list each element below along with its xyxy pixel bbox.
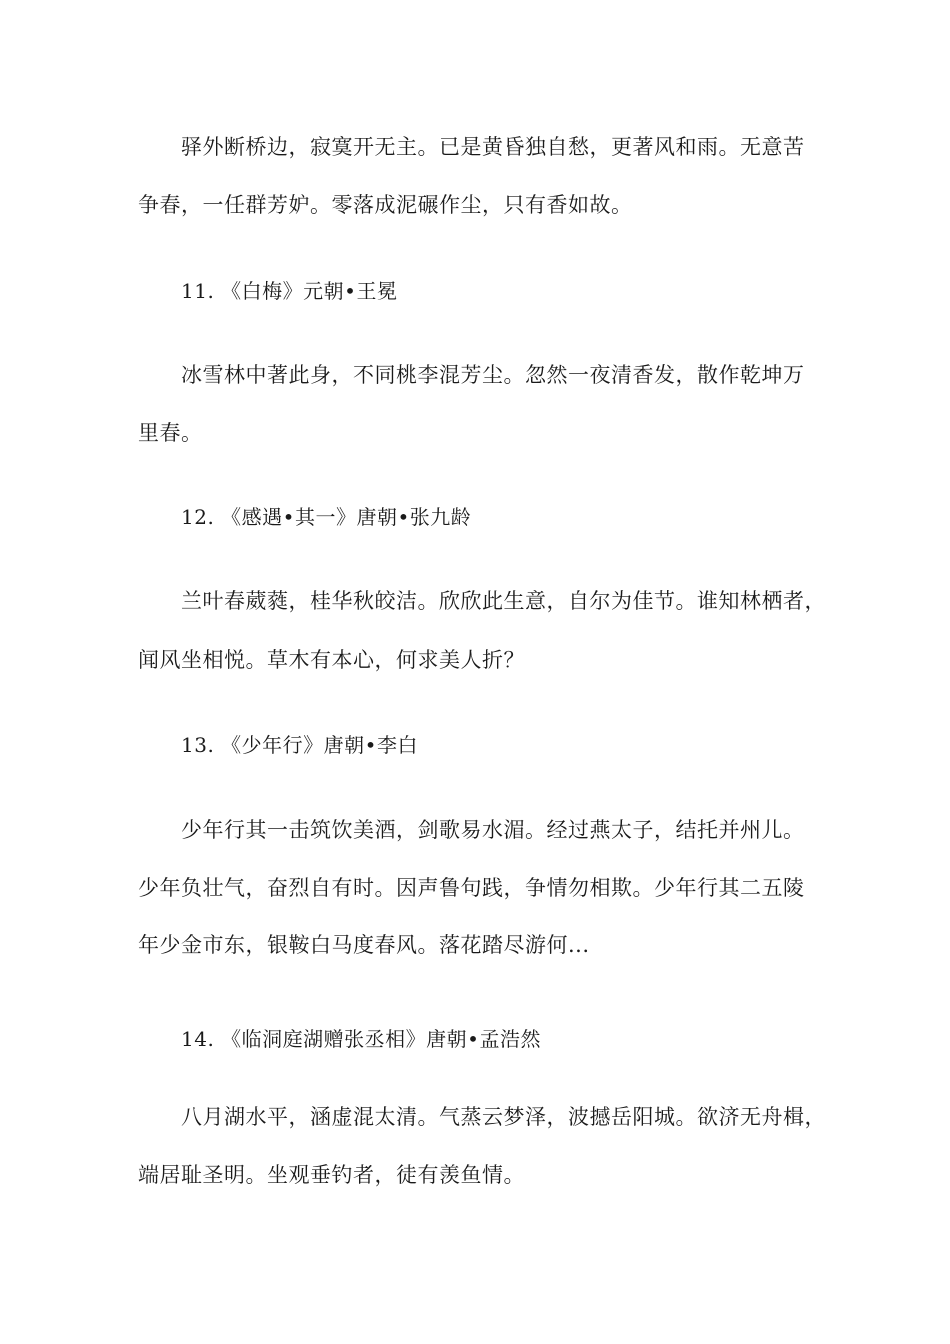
poem-heading: 14. 《临洞庭湖赠张丞相》唐朝•孟浩然 [181,1027,541,1051]
poem-heading: 11. 《白梅》元朝•王冕 [181,279,398,303]
poem-line: 争春，一任群芳妒。零落成泥碾作尘，只有香如故。 [138,193,633,217]
poem-heading: 12. 《感遇•其一》唐朝•张九龄 [181,505,472,529]
poem-line: 年少金市东，银鞍白马度春风。落花踏尽游何... [138,933,590,957]
poem-line: 少年负壮气，奋烈自有时。因声鲁句践，争情勿相欺。少年行其二五陵 [138,876,805,900]
poem-line: 驿外断桥边，寂寞开无主。已是黄昏独自愁，更著风和雨。无意苦 [181,135,805,159]
poem-line: 端居耻圣明。坐观垂钓者，徒有羡鱼情。 [138,1163,525,1187]
poem-line: 闻风坐相悦。草木有本心，何求美人折？ [138,648,525,672]
poem-line: 冰雪林中著此身，不同桃李混芳尘。忽然一夜清香发，散作乾坤万 [181,363,805,387]
poem-line: 兰叶春葳蕤，桂华秋皎洁。欣欣此生意，自尔为佳节。谁知林栖者， [181,589,826,613]
poem-line: 少年行其一击筑饮美酒，剑歌易水湄。经过燕太子，结托并州儿。 [181,818,805,842]
poem-line: 八月湖水平，涵虚混太清。气蒸云梦泽，波撼岳阳城。欲济无舟楫， [181,1105,826,1129]
poem-line: 里春。 [138,421,203,445]
poem-heading: 13. 《少年行》唐朝•李白 [181,733,418,757]
